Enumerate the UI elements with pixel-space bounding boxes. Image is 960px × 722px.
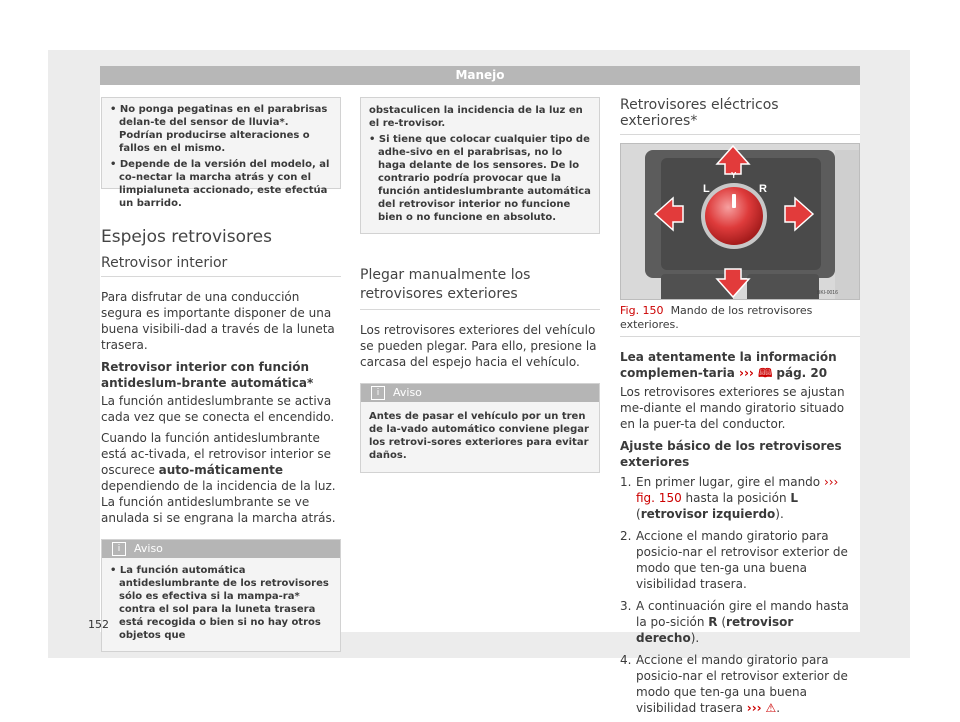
page-link[interactable]: pág. 20	[776, 366, 828, 380]
aviso-label: Aviso	[393, 386, 422, 399]
subheading: Ajuste básico de los retrovisores exteriores	[620, 439, 842, 469]
figure-link[interactable]: ››› fig. 150	[636, 475, 839, 505]
list-item: 2. Accione el mando giratorio para posicio-nar el retrovisor exterior de modo que ten-ga una buena visibilidad trasera.	[620, 529, 848, 591]
divider	[101, 276, 341, 277]
right-column	[620, 97, 860, 722]
aviso-bullet: La función automática antideslumbrante de los retrovisores sólo es efectiva si la mampa-ra* contra el sol para la luneta trasera está recogida o bien si no hay otros objetos que	[119, 565, 329, 641]
warning-link[interactable]: ›››	[746, 701, 762, 715]
aviso-note-continued: obstaculicen la incidencia de la luz en el re-trovisor. • Si tiene que colocar cualquier tipo de adhe-sivo en el parabrisas, no lo haga delante de los sensores. De lo contrario podría provocar que la función antideslumbrante automática del retrovisor interior no funcione bien o no funcione en absoluto.	[360, 97, 600, 234]
paragraph: Los retrovisores exteriores del vehículo se pueden plegar. Para ello, presione la carcasa del espejo hacia el vehículo.	[360, 323, 597, 369]
aviso-note	[360, 383, 600, 473]
paragraph: Para disfrutar de una conducción segura es importante disponer de una buena visibili-dad a través de la luneta trasera.	[101, 290, 335, 352]
steps-list	[620, 474, 860, 716]
note-text: obstaculicen la incidencia de la luz en el re-trovisor.	[369, 105, 583, 129]
figure-code: BKI-0016	[817, 290, 838, 296]
label-r: R	[759, 183, 767, 195]
aviso-text: Antes de pasar el vehículo por un tren de la-vado automático conviene plegar los retrovi-sores exteriores para evitar daños.	[369, 411, 589, 461]
figure-caption: Fig. 150 Mando de los retrovisores exteriores.	[620, 304, 813, 331]
list-item: 4. Accione el mando giratorio para posicio-nar el retrovisor exterior de modo que ten-ga una buena visibilidad trasera ››› ⚠.	[620, 653, 848, 715]
middle-column	[360, 97, 600, 473]
mirror-control-illustration	[621, 144, 859, 299]
divider	[620, 134, 860, 135]
note-bullet: Si tiene que colocar cualquier tipo de adhe-sivo en el parabrisas, no lo haga delante de los sensores. De lo contrario podría provocar que la función antideslumbrante automática del retrovisor interior no funcione bien o no funcione en absoluto.	[378, 134, 591, 223]
left-column	[101, 97, 341, 652]
note-bullet-1: No ponga pegatinas en el parabrisas delan-te del sensor de lluvia*. Podrían producirse alteraciones o fallos en el mismo.	[119, 104, 328, 154]
divider	[360, 309, 600, 310]
warning-note-continued: • No ponga pegatinas en el parabrisas delan-te del sensor de lluvia*. Podrían producirse alteraciones o fallos en el mismo. • Depende de la versión del modelo, al co-nectar la marcha atrás y con el limpialuneta accionado, este efectúa un barrido.	[101, 97, 341, 189]
section-title: Plegar manualmente los retrovisores exteriores	[360, 267, 531, 302]
aviso-note: i Aviso • La función automática antideslumbrante de los retrovisores sólo es efectiva si la mampa-ra* contra el sol para la luneta trasera está recogida o bien si no hay otros objetos que	[101, 539, 341, 652]
list-item: 3. A continuación gire el mando hasta la po-sición R (retrovisor derecho).	[620, 599, 849, 645]
info-reference: Lea atentamente la información complemen-taria ››› 🕮 pág. 20	[620, 350, 837, 380]
svg-text:Y: Y	[731, 171, 737, 180]
label-l: L	[703, 183, 710, 195]
paragraph: La función antideslumbrante se activa cada vez que se conecta el encendido.	[101, 394, 335, 424]
book-icon: 🕮	[758, 366, 773, 380]
info-icon: i	[371, 386, 385, 400]
note-bullet-2: Depende de la versión del modelo, al co-nectar la marcha atrás y con el limpialuneta accionado, este efectúa un barrido.	[119, 159, 330, 209]
page-number: 152	[88, 618, 109, 631]
subsection-title: Retrovisor interior	[101, 255, 228, 271]
aviso-label: Aviso	[134, 542, 163, 555]
info-icon: i	[112, 542, 126, 556]
section-header: Manejo	[100, 66, 860, 85]
list-item: 1. En primer lugar, gire el mando ››› fig. 150 hasta la posición L (retrovisor izquierdo).	[620, 475, 839, 521]
divider	[620, 336, 860, 337]
subheading: Retrovisor interior con función antideslum-brante automática*	[101, 360, 314, 390]
section-title: Espejos retrovisores	[101, 227, 272, 247]
paragraph: Cuando la función antideslumbrante está ac-tivada, el retrovisor interior se oscurece auto-máticamente dependiendo de la incidencia de la luz. La función antideslumbrante se ve anulada si se engrana la marcha atrás.	[101, 431, 336, 525]
figure-150	[620, 143, 860, 300]
paragraph: Los retrovisores exteriores se ajustan me-diante el mando giratorio situado en la puer-ta del conductor.	[620, 385, 845, 431]
section-title: Retrovisores eléctricos exteriores*	[620, 97, 779, 129]
warning-triangle-icon: ⚠	[765, 701, 777, 715]
